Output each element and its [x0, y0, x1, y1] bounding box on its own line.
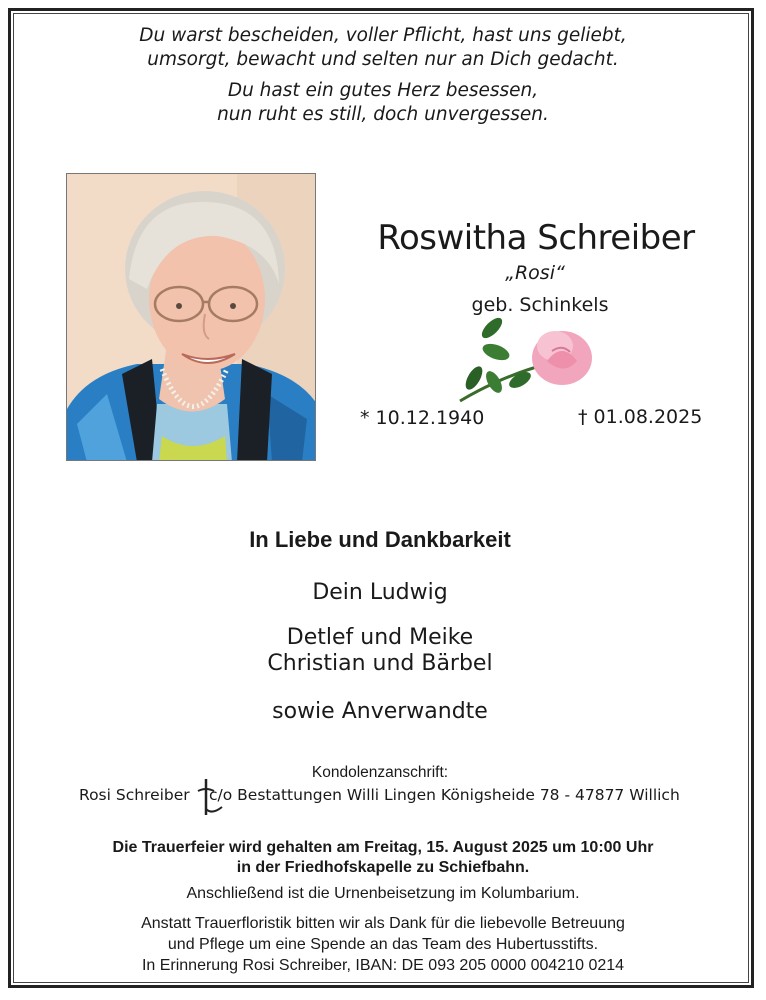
condolence-label: Kondolenzanschrift:: [311, 764, 449, 781]
poem-line: Du warst bescheiden, voller Pflicht, hast uns geliebt,: [139, 25, 627, 46]
birth-name: geb. Schinkels: [471, 294, 609, 316]
poem-line: nun ruht es still, doch unvergessen.: [217, 104, 549, 125]
birth-date: * 10.12.1940: [360, 407, 485, 429]
rose-icon: [452, 316, 597, 406]
poem-stanza-2: [60, 79, 706, 127]
death-date: † 01.08.2025: [578, 406, 703, 428]
mourner-children: [130, 625, 630, 677]
donation-line: In Erinnerung Rosi Schreiber, IBAN: DE 093 205 0000 004210 0214: [141, 957, 625, 974]
service-line: in der Friedhofskapelle zu Schiefbahn.: [236, 859, 530, 876]
condolence-address: c/o Bestattungen Willi Lingen Königsheide 78 - 47877 Willich: [209, 786, 680, 804]
mourner-line: Detlef und Meike: [286, 625, 474, 650]
mourner-spouse: Dein Ludwig: [312, 580, 448, 605]
poem-line: Du hast ein gutes Herz besessen,: [227, 80, 539, 101]
mourners-heading: In Liebe und Dankbarkeit: [249, 527, 511, 552]
service-announcement: [40, 838, 726, 878]
mourner-relatives: sowie Anverwandte: [272, 699, 488, 724]
service-line: Die Trauerfeier wird gehalten am Freitag, 15. August 2025 um 10:00 Uhr: [112, 839, 654, 856]
deceased-name: Roswitha Schreiber: [377, 218, 695, 258]
portrait-photo: [66, 173, 316, 461]
donation-note: [40, 913, 726, 976]
donation-line: Anstatt Trauerfloristik bitten wir als Dank für die liebevolle Betreuung: [141, 915, 625, 932]
burial-note: Anschließend ist die Urnenbeisetzung im Kolumbarium.: [186, 885, 580, 902]
portrait-illustration: [67, 174, 316, 461]
condolence-name: Rosi Schreiber: [79, 786, 190, 804]
poem-line: umsorgt, bewacht und selten nur an Dich gedacht.: [147, 49, 619, 70]
poem-stanza-1: [60, 24, 706, 72]
mourner-line: Christian und Bärbel: [267, 651, 493, 676]
donation-line: und Pflege um eine Spende an das Team des Hubertusstifts.: [167, 936, 599, 953]
nickname: „Rosi“: [505, 262, 565, 284]
